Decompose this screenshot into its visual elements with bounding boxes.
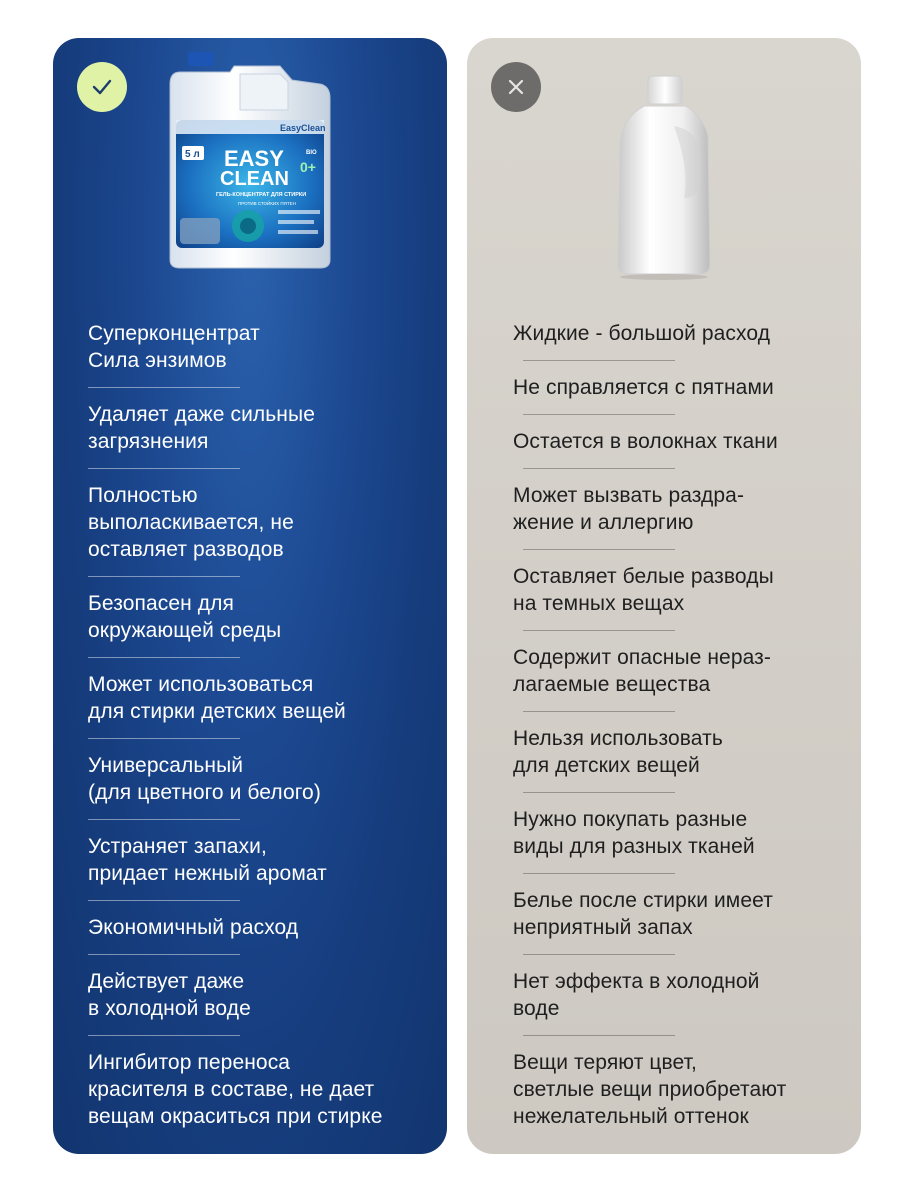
list-item bbox=[88, 468, 412, 576]
label-volume: 5 л bbox=[185, 149, 200, 160]
list-item bbox=[88, 576, 412, 657]
list-item bbox=[513, 954, 826, 1035]
list-item bbox=[513, 414, 826, 468]
list-item-text: Удаляет даже сильные загрязнения bbox=[88, 402, 315, 453]
drawbacks-panel bbox=[467, 38, 861, 1154]
list-item-text: Нет эффекта в холодной воде bbox=[513, 969, 760, 1020]
list-item-text: Устраняет запахи, придает нежный аромат bbox=[88, 834, 327, 885]
list-item bbox=[88, 819, 412, 900]
list-item-text: Белье после стирки имеет неприятный запах bbox=[513, 888, 773, 939]
list-item-text: Оставляет белые разводы на темных вещах bbox=[513, 564, 774, 615]
list-item-text: Не справляется с пятнами bbox=[513, 375, 774, 399]
list-item bbox=[513, 630, 826, 711]
list-item-text: Может использоваться для стирки детских вещей bbox=[88, 672, 346, 723]
list-item bbox=[513, 549, 826, 630]
label-top-brand: EasyClean bbox=[280, 123, 326, 133]
list-item-text: Экономичный расход bbox=[88, 915, 299, 939]
list-item bbox=[513, 360, 826, 414]
list-item-text: Полностью выполаскивается, не оставляет разводов bbox=[88, 483, 294, 561]
drawbacks-list bbox=[513, 306, 826, 1143]
list-item-text: Суперконцентрат Сила энзимов bbox=[88, 321, 260, 372]
list-item-text: Остается в волокнах ткани bbox=[513, 429, 778, 453]
label-subtitle2: ПРОТИВ СТОЙКИХ ПЯТЕН bbox=[238, 201, 296, 206]
list-item bbox=[513, 306, 826, 360]
list-item-text: Действует даже в холодной воде bbox=[88, 969, 251, 1020]
list-item bbox=[88, 738, 412, 819]
list-item-text: Может вызвать раздра- жение и аллергию bbox=[513, 483, 745, 534]
list-item-text: Универсальный (для цветного и белого) bbox=[88, 753, 321, 804]
label-bio: BIO bbox=[306, 150, 317, 156]
label-brand-line1: EASY bbox=[224, 146, 284, 171]
benefits-list bbox=[88, 306, 412, 1143]
list-item-text: Ингибитор переноса красителя в составе, не дает вещам окраситься при стирке bbox=[88, 1050, 383, 1128]
check-icon bbox=[89, 74, 115, 100]
list-item bbox=[88, 954, 412, 1035]
list-item-text: Вещи теряют цвет, светлые вещи приобретают нежелательный оттенок bbox=[513, 1050, 787, 1128]
list-item bbox=[88, 1035, 412, 1143]
close-icon bbox=[505, 76, 527, 98]
label-zero: 0+ bbox=[300, 159, 316, 175]
label-brand-line2: CLEAN bbox=[220, 168, 289, 190]
list-item bbox=[513, 468, 826, 549]
list-item-text: Нельзя использовать для детских вещей bbox=[513, 726, 723, 777]
list-item bbox=[513, 792, 826, 873]
list-item bbox=[513, 1035, 826, 1143]
generic-bottle bbox=[614, 74, 714, 280]
easy-clean-canister bbox=[160, 50, 340, 272]
list-item bbox=[88, 657, 412, 738]
bad-badge bbox=[491, 62, 541, 112]
good-badge bbox=[77, 62, 127, 112]
list-item-text: Нужно покупать разные виды для разных тканей bbox=[513, 807, 755, 858]
list-item bbox=[88, 900, 412, 954]
list-item-text: Безопасен для окружающей среды bbox=[88, 591, 282, 642]
list-item bbox=[513, 873, 826, 954]
benefits-panel bbox=[53, 38, 447, 1154]
list-item bbox=[513, 711, 826, 792]
list-item bbox=[88, 306, 412, 387]
list-item-text: Жидкие - большой расход bbox=[513, 321, 771, 345]
list-item-text: Содержит опасные нераз- лагаемые вещества bbox=[513, 645, 771, 696]
list-item bbox=[88, 387, 412, 468]
label-subtitle: ГЕЛЬ-КОНЦЕНТРАТ ДЛЯ СТИРКИ bbox=[216, 192, 307, 198]
